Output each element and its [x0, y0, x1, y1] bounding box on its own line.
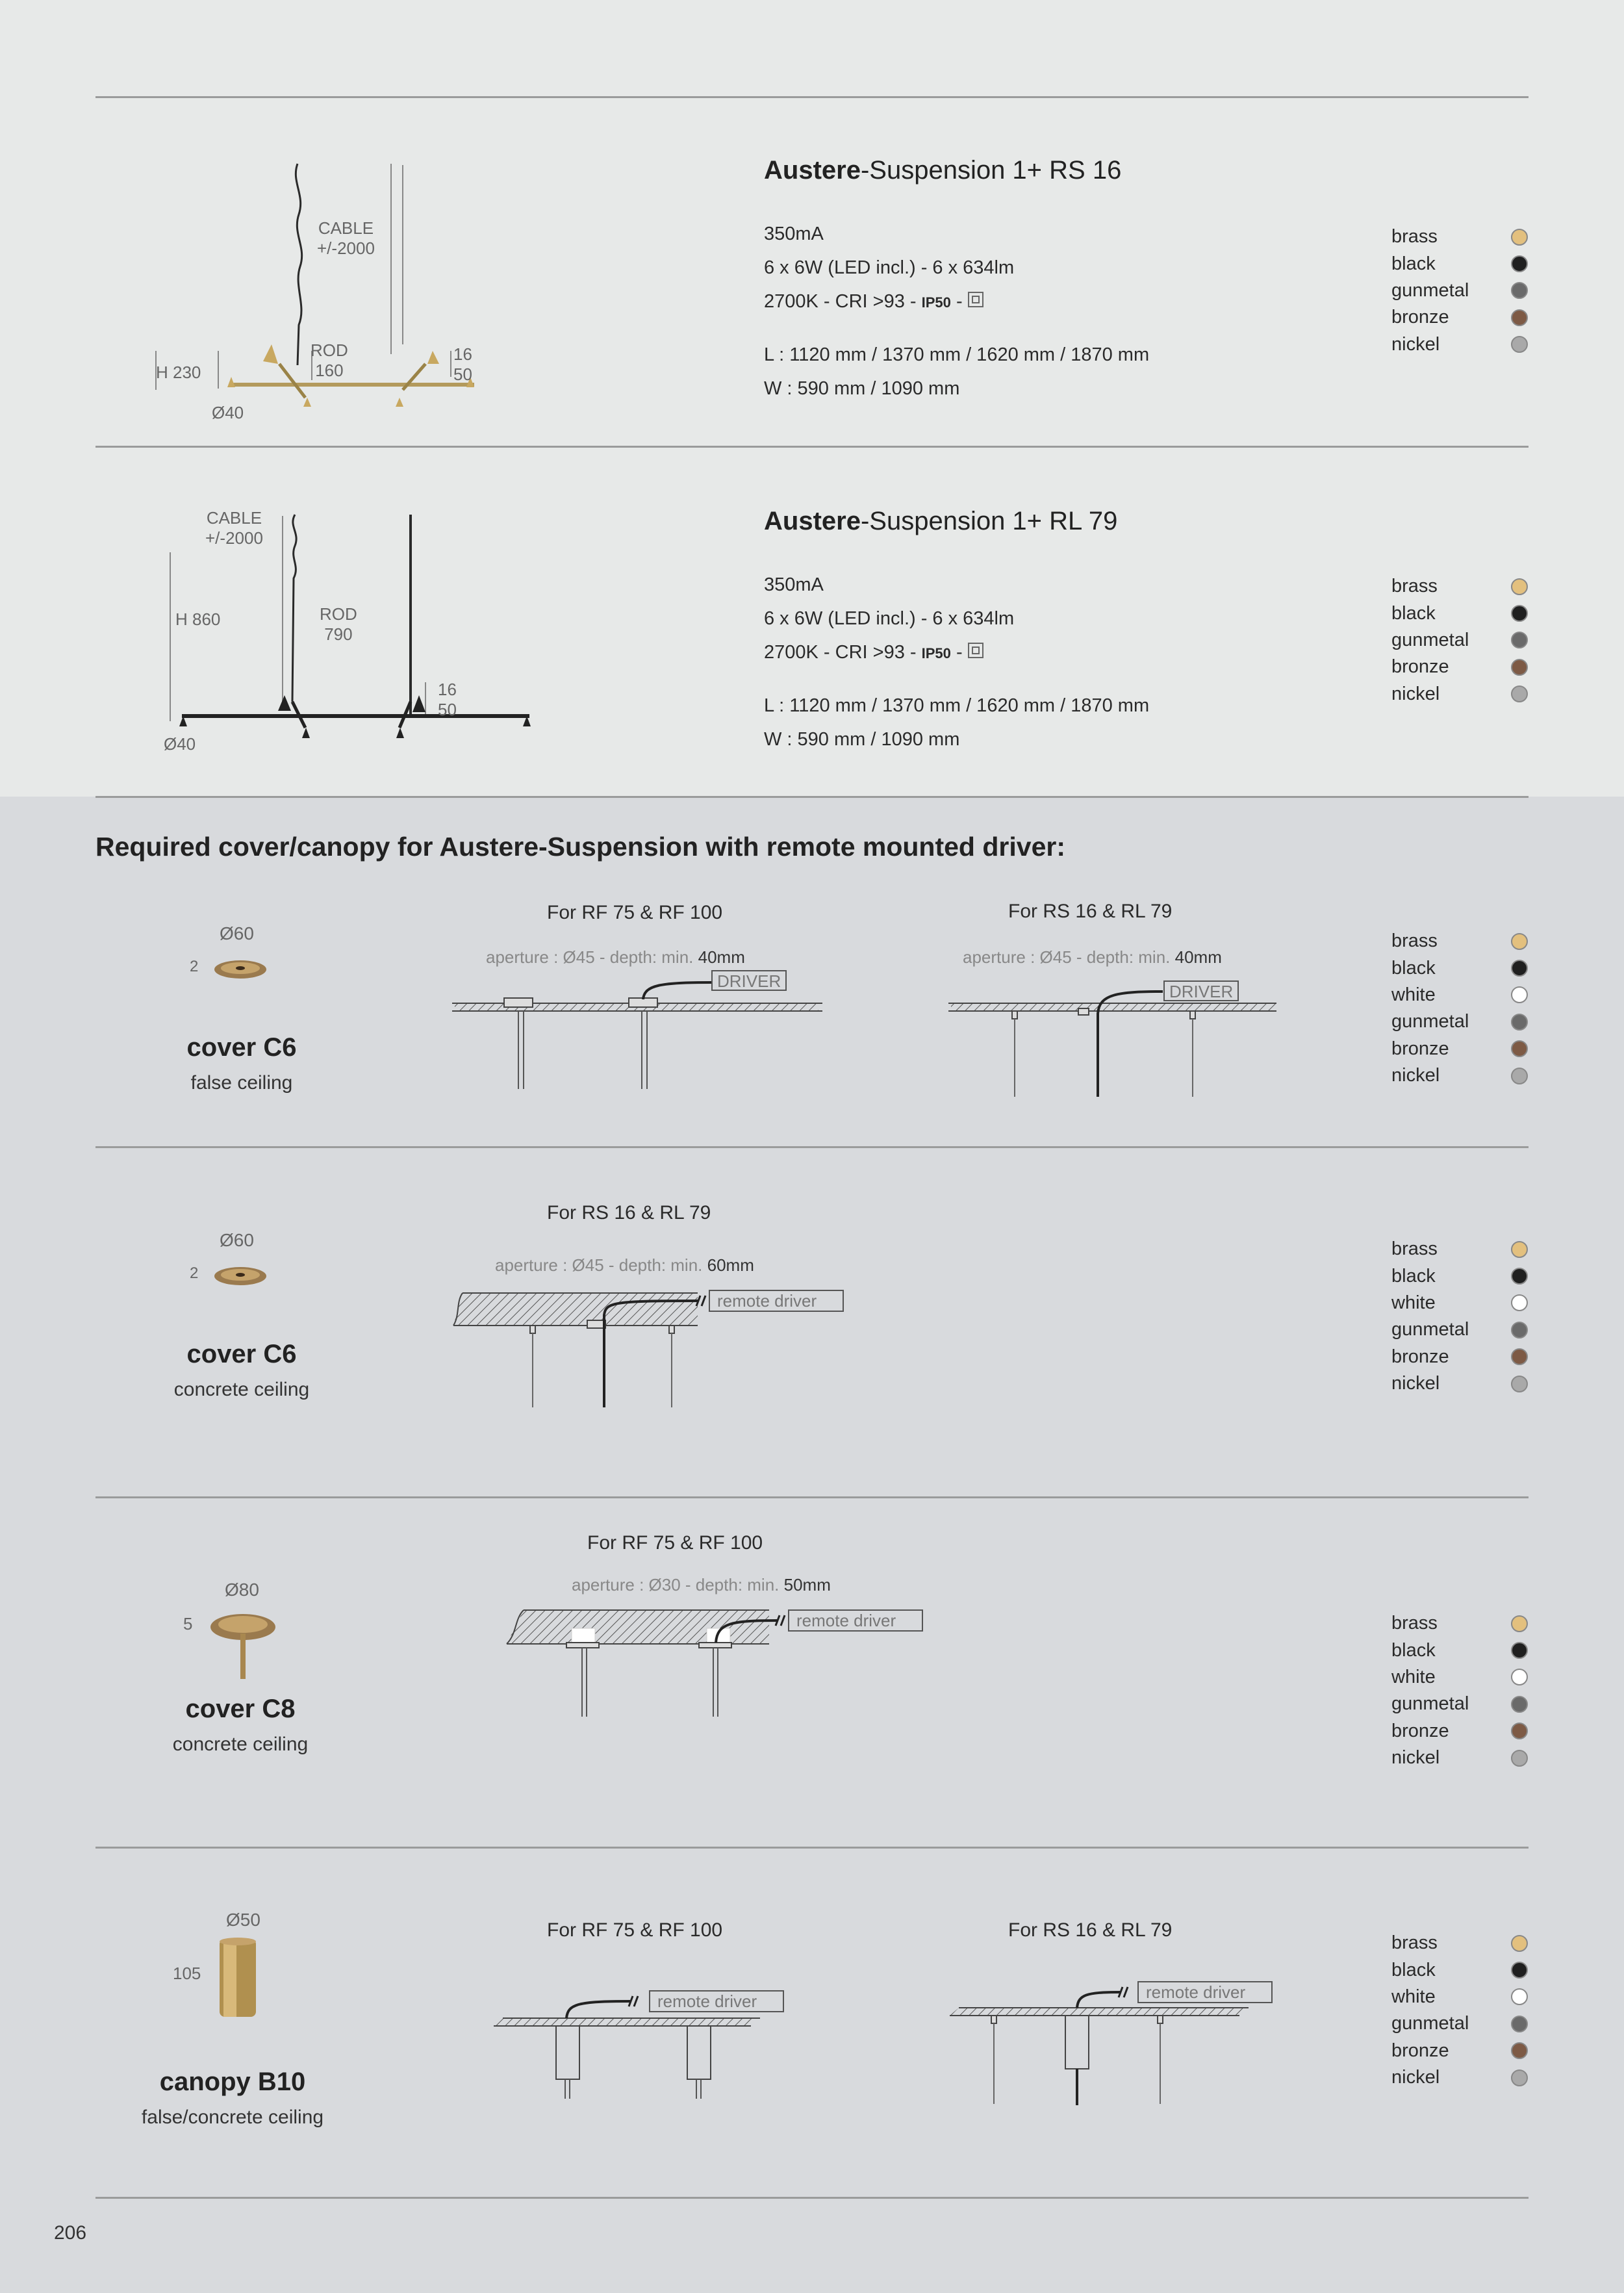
cover-diameter: Ø50 — [226, 1910, 260, 1930]
finish-option — [1391, 250, 1528, 277]
mount-diagram — [948, 981, 1286, 1098]
aperture-spec: aperture : Ø45 - depth: min. 60mm — [495, 1255, 754, 1275]
finish-swatch-icon — [1511, 1268, 1528, 1285]
finish-label: brass — [1391, 1613, 1438, 1634]
mount-diagram — [452, 971, 829, 1092]
finish-swatch-icon — [1511, 1669, 1528, 1685]
cover-subtitle: concrete ceiling — [173, 1379, 310, 1400]
rod-label: ROD 160 — [311, 340, 348, 381]
finish-label: brass — [1391, 226, 1438, 248]
finish-list — [1391, 1610, 1528, 1771]
cover-height: 105 — [173, 1964, 201, 1983]
cover-diameter: Ø60 — [220, 923, 254, 943]
finish-label: bronze — [1391, 307, 1449, 328]
finish-label: bronze — [1391, 1720, 1449, 1741]
cover-height: 2 — [190, 958, 199, 975]
diameter-label: Ø40 — [164, 734, 196, 754]
cover-diameter: Ø60 — [220, 1230, 254, 1250]
diameter-label: Ø40 — [212, 403, 244, 422]
cover-subtitle: false/concrete ceiling — [141, 2107, 324, 2128]
aperture-spec: aperture : Ø30 - depth: min. 50mm — [572, 1575, 831, 1595]
spec-power: 6 x 6W (LED incl.) - 6 x 634lm — [764, 257, 1015, 278]
finish-option — [1391, 2038, 1528, 2064]
finish-label: white — [1391, 1986, 1436, 2007]
product-title: Austere-Suspension 1+ RL 79 — [764, 507, 1118, 535]
finish-option — [1391, 600, 1528, 626]
diagram-for: For RF 75 & RF 100 — [547, 902, 723, 923]
finish-swatch-icon — [1511, 2016, 1528, 2032]
finish-label: gunmetal — [1391, 2013, 1469, 2034]
finish-swatch-icon — [1511, 578, 1528, 595]
finish-swatch-icon — [1511, 1935, 1528, 1952]
spec-width: W : 590 mm / 1090 mm — [764, 378, 960, 399]
finish-label: black — [1391, 1959, 1436, 1980]
finish-option — [1391, 1008, 1528, 1035]
finish-list — [1391, 573, 1528, 708]
finish-option — [1391, 928, 1528, 954]
finish-swatch-icon — [1511, 960, 1528, 977]
finish-option — [1391, 982, 1528, 1008]
finish-option — [1391, 277, 1528, 304]
cover-subtitle: concrete ceiling — [172, 1734, 309, 1755]
driver-tag: remote driver — [796, 1611, 896, 1630]
finish-option — [1391, 681, 1528, 708]
finish-option — [1391, 1718, 1528, 1745]
finish-swatch-icon — [1511, 1696, 1528, 1713]
finish-option — [1391, 1262, 1528, 1289]
finish-option — [1391, 1664, 1528, 1691]
aperture-spec: aperture : Ø45 - depth: min. 40mm — [486, 947, 745, 967]
finish-label: white — [1391, 1292, 1436, 1313]
finish-option — [1391, 1236, 1528, 1262]
finish-option — [1391, 331, 1528, 358]
finish-option — [1391, 1370, 1528, 1397]
page-number: 206 — [54, 2222, 87, 2244]
cover-subtitle: false ceiling — [190, 1072, 293, 1094]
spec-length: L : 1120 mm / 1370 mm / 1620 mm / 1870 mm — [764, 344, 1150, 365]
finish-label: black — [1391, 957, 1436, 979]
cover-name: cover C6 — [186, 1340, 297, 1368]
finish-option — [1391, 2010, 1528, 2037]
diagram-for: For RF 75 & RF 100 — [547, 1919, 723, 1941]
cover-diameter: Ø80 — [225, 1580, 259, 1600]
divider — [95, 796, 1529, 798]
offset-label: 16 50 — [438, 680, 457, 720]
finish-option — [1391, 627, 1528, 654]
finish-swatch-icon — [1511, 2069, 1528, 2086]
spec-color: 2700K - CRI >93 - IP50 - — [764, 291, 983, 313]
driver-tag: remote driver — [657, 1992, 757, 2011]
spec-power: 6 x 6W (LED incl.) - 6 x 634lm — [764, 608, 1015, 629]
spec-length: L : 1120 mm / 1370 mm / 1620 mm / 1870 mm — [764, 695, 1150, 716]
finish-option — [1391, 1290, 1528, 1316]
finish-option — [1391, 2064, 1528, 2091]
finish-label: gunmetal — [1391, 629, 1469, 650]
finish-label: nickel — [1391, 683, 1440, 704]
finish-option — [1391, 954, 1528, 981]
finish-swatch-icon — [1511, 229, 1528, 246]
finish-option — [1391, 1610, 1528, 1637]
finish-label: gunmetal — [1391, 1693, 1469, 1715]
finish-label: brass — [1391, 930, 1438, 952]
finish-label: bronze — [1391, 656, 1449, 678]
finish-list — [1391, 1236, 1528, 1397]
finish-label: brass — [1391, 1238, 1438, 1260]
finish-swatch-icon — [1511, 255, 1528, 272]
finish-option — [1391, 1930, 1528, 1956]
cover-height: 2 — [190, 1264, 199, 1282]
ip-rating-icon — [968, 643, 983, 658]
cover-c6-icon — [213, 1263, 272, 1289]
finish-option — [1391, 1745, 1528, 1771]
finish-swatch-icon — [1511, 1615, 1528, 1632]
spec-current: 350mA — [764, 574, 824, 595]
finish-swatch-icon — [1511, 1723, 1528, 1739]
spec-current: 350mA — [764, 224, 824, 244]
finish-option — [1391, 1637, 1528, 1663]
finish-swatch-icon — [1511, 1068, 1528, 1084]
finish-label: bronze — [1391, 1346, 1449, 1367]
finish-label: black — [1391, 602, 1436, 624]
canopy-b10-icon — [217, 1936, 262, 2021]
offset-label: 16 50 — [453, 344, 472, 385]
finish-label: bronze — [1391, 2040, 1449, 2061]
finish-label: nickel — [1391, 2067, 1440, 2088]
finish-label: black — [1391, 1639, 1436, 1661]
finish-swatch-icon — [1511, 685, 1528, 702]
finish-swatch-icon — [1511, 1376, 1528, 1392]
finish-swatch-icon — [1511, 1750, 1528, 1767]
finish-label: brass — [1391, 576, 1438, 597]
cover-c8-icon — [209, 1611, 281, 1683]
height-label: H 230 — [156, 363, 201, 382]
finish-option — [1391, 573, 1528, 600]
finish-option — [1391, 304, 1528, 331]
finish-option — [1391, 1691, 1528, 1717]
divider — [95, 1496, 1529, 1498]
rs16-drawing — [123, 156, 487, 435]
finish-list — [1391, 224, 1528, 358]
mount-diagram — [451, 1287, 854, 1416]
aperture-spec: aperture : Ø45 - depth: min. 40mm — [963, 947, 1222, 967]
driver-tag: remote driver — [717, 1291, 817, 1311]
cover-height: 5 — [183, 1614, 193, 1633]
finish-label: black — [1391, 1265, 1436, 1287]
finish-option — [1391, 1984, 1528, 2010]
spec-width: W : 590 mm / 1090 mm — [764, 729, 960, 750]
finish-swatch-icon — [1511, 1988, 1528, 2005]
finish-label: nickel — [1391, 1747, 1440, 1769]
cable-label: CABLE +/-2000 — [317, 218, 375, 259]
mount-diagram — [950, 1979, 1288, 2109]
finish-label: gunmetal — [1391, 1319, 1469, 1340]
finish-swatch-icon — [1511, 336, 1528, 353]
product-title: Austere-Suspension 1+ RS 16 — [764, 156, 1122, 185]
finish-swatch-icon — [1511, 1962, 1528, 1979]
finish-swatch-icon — [1511, 1322, 1528, 1339]
finish-label: black — [1391, 253, 1436, 274]
finish-swatch-icon — [1511, 2042, 1528, 2059]
finish-option — [1391, 1316, 1528, 1343]
finish-label: nickel — [1391, 1065, 1440, 1086]
finish-option — [1391, 1036, 1528, 1062]
finish-label: white — [1391, 984, 1436, 1005]
finish-swatch-icon — [1511, 605, 1528, 622]
finish-label: nickel — [1391, 1373, 1440, 1394]
finish-swatch-icon — [1511, 986, 1528, 1003]
divider — [95, 2197, 1529, 2199]
cable-label: CABLE +/-2000 — [205, 508, 263, 548]
finish-swatch-icon — [1511, 309, 1528, 326]
finish-label: gunmetal — [1391, 1011, 1469, 1032]
spec-color: 2700K - CRI >93 - IP50 - — [764, 642, 983, 663]
divider — [95, 96, 1529, 98]
finish-swatch-icon — [1511, 632, 1528, 648]
rod-label: ROD 790 — [320, 604, 357, 645]
finish-swatch-icon — [1511, 1642, 1528, 1659]
cover-c6-icon — [213, 956, 272, 982]
finish-swatch-icon — [1511, 933, 1528, 950]
finish-option — [1391, 1062, 1528, 1089]
finish-option — [1391, 654, 1528, 680]
diagram-for: For RS 16 & RL 79 — [1008, 1919, 1173, 1941]
finish-list — [1391, 928, 1528, 1089]
finish-option — [1391, 1344, 1528, 1370]
divider — [95, 1847, 1529, 1849]
cover-name: canopy B10 — [159, 2068, 306, 2096]
cover-name: cover C6 — [186, 1033, 297, 1062]
finish-swatch-icon — [1511, 1348, 1528, 1365]
divider — [95, 446, 1529, 448]
finish-label: nickel — [1391, 333, 1440, 355]
finish-swatch-icon — [1511, 1294, 1528, 1311]
finish-list — [1391, 1930, 1528, 2091]
diagram-for: For RS 16 & RL 79 — [1008, 901, 1173, 922]
driver-tag: DRIVER — [1169, 982, 1234, 1001]
cover-name: cover C8 — [185, 1695, 296, 1723]
finish-label: gunmetal — [1391, 279, 1469, 301]
ip-rating-icon — [968, 292, 983, 307]
mount-diagram — [494, 1982, 806, 2099]
finish-swatch-icon — [1511, 659, 1528, 676]
finish-swatch-icon — [1511, 1241, 1528, 1258]
finish-swatch-icon — [1511, 282, 1528, 299]
driver-tag: remote driver — [1146, 1982, 1246, 2002]
divider — [95, 1146, 1529, 1148]
diagram-for: For RF 75 & RF 100 — [587, 1532, 763, 1554]
finish-swatch-icon — [1511, 1014, 1528, 1031]
finish-label: brass — [1391, 1932, 1438, 1954]
mount-diagram — [504, 1605, 933, 1728]
diagram-for: For RS 16 & RL 79 — [547, 1202, 711, 1223]
finish-option — [1391, 224, 1528, 250]
finish-option — [1391, 1956, 1528, 1983]
driver-tag: DRIVER — [717, 971, 781, 991]
finish-label: white — [1391, 1666, 1436, 1687]
height-label: H 860 — [175, 609, 221, 629]
finish-label: bronze — [1391, 1038, 1449, 1059]
section-heading: Required cover/canopy for Austere-Suspension with remote mounted driver: — [95, 832, 1065, 862]
finish-swatch-icon — [1511, 1040, 1528, 1057]
